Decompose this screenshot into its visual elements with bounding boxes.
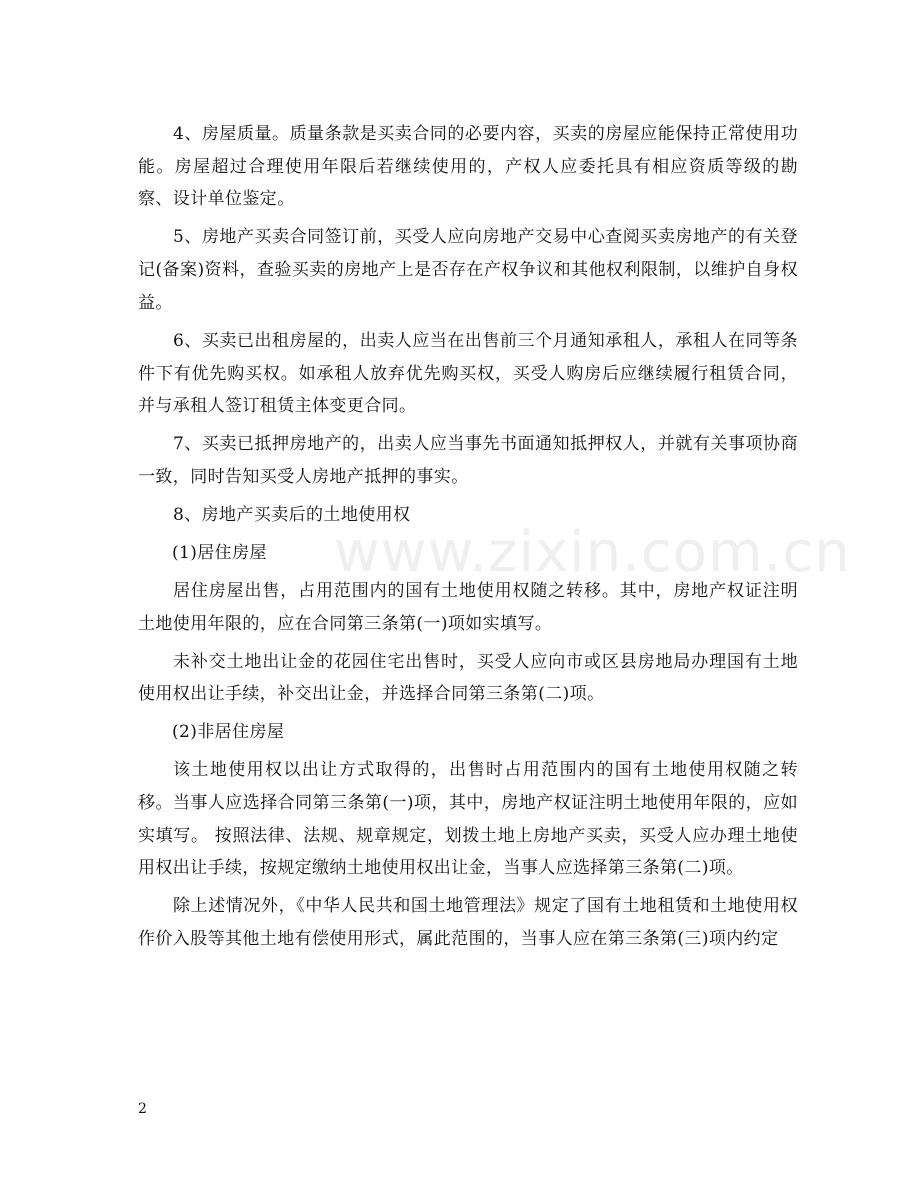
document-body (138, 118, 851, 961)
page-number: 2 (138, 1101, 147, 1117)
paragraph-contract-check: 5、房地产买卖合同签订前，买受人应向房地产交易中心查阅买卖房地产的有关登记(备案)资料，查验买卖的房地产上是否存在产权争议和其他权利限制，以维护自身权益。 (138, 227, 798, 313)
watermark: www.zixin.com.cn (334, 520, 851, 585)
paragraph-house-quality: 4、房屋质量。质量条款是买卖合同的必要内容，买卖的房屋应能保持正常使用功能。房屋超过合理使用年限后若继续使用的，产权人应委托具有相应资质等级的勘察、设计单位鉴定。 (138, 124, 798, 210)
paragraph-other-land-use: 除上述情况外，《中华人民共和国土地管理法》规定了国有土地租赁和土地使用权作价入股等其他土地有偿使用形式，属此范围的，当事人应在第三条第(三)项内约定 (138, 896, 798, 950)
paragraph-garden-residence: 未补交土地出让金的花园住宅出售时，买受人应向市或区县房地局办理国有土地使用权出让手续，补交出让金，并选择合同第三条第(二)项。 (138, 651, 798, 705)
subheading-residential: (1)居住房屋 (172, 542, 267, 563)
paragraph-mortgaged-property: 7、买卖已抵押房地产的，出卖人应当事先书面通知抵押权人，并就有关事项协商一致，同时告知买受人房地产抵押的事实。 (138, 434, 798, 487)
paragraph-non-residential-sale: 该土地使用权以出让方式取得的，出售时占用范围内的国有土地使用权随之转移。当事人应选择合同第三条第(一)项，其中，房地产权证注明土地使用年限的，应如实填写。 按照法律、法规、规章规定，划拨土地上房地产买卖，买受人应办理土地使用权出让手续，按规定缴纳土地使用权出让金，当事人应选择第三条第(二)项。 (138, 760, 798, 879)
paragraph-land-use-right-heading: 8、房地产买卖后的土地使用权 (173, 504, 411, 525)
subheading-non-residential: (2)非居住房屋 (172, 722, 285, 743)
paragraph-rented-house: 6、买卖已出租房屋的，出卖人应当在出售前三个月通知承租人，承租人在同等条件下有优先购买权。如承租人放弃优先购买权，买受人购房后应继续履行租赁合同，并与承租人签订租赁主体变更合同。 (138, 330, 798, 417)
paragraph-residential-sale: 居住房屋出售，占用范围内的国有土地使用权随之转移。其中，房地产权证注明土地使用年限的，应在合同第三条第(一)项如实填写。 (138, 580, 798, 634)
